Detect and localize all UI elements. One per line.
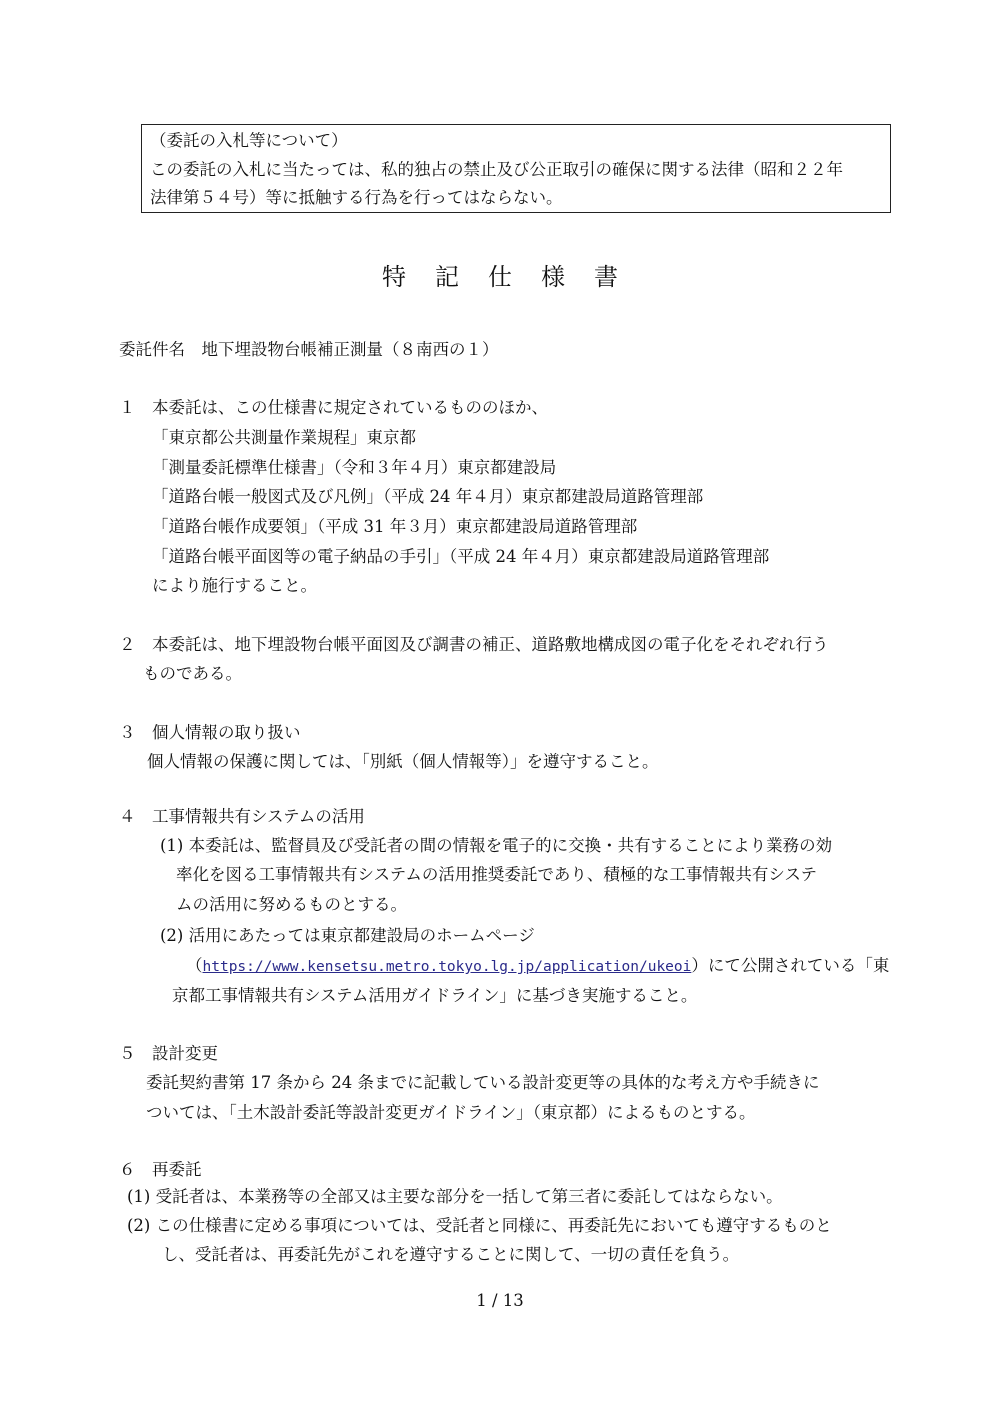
s4-p2-open-paren: （ (186, 956, 203, 975)
s1-ref-4: 「道路台帳作成要領」（平成 31 年３月）東京都建設局道路管理部 (152, 517, 638, 536)
notice-line-1: この委託の入札に当たっては、私的独占の禁止及び公正取引の確保に関する法律（昭和２２年 (150, 160, 843, 179)
s4-p1-line-2: 率化を図る工事情報共有システムの活用推奨委託であり、積極的な工事情報共有システ (176, 865, 818, 884)
s4-p2-line-2 (186, 955, 889, 978)
page-title: 特記仕様書 (382, 263, 647, 291)
s1-lead: １ 本委託は、この仕様書に規定されているもののほか、 (119, 398, 548, 417)
s4-p2-line-3: 京都工事情報共有システム活用ガイドライン」に基づき実施すること。 (172, 986, 698, 1005)
s4-p2-after-link: ）にて公開されている「東 (691, 956, 890, 975)
s5-line-1: 委託契約書第 17 条から 24 条までに記載している設計変更等の具体的な考え方や手続きに (146, 1073, 820, 1092)
s4-heading: ４ 工事情報共有システムの活用 (119, 807, 365, 826)
s2-line-2: ものである。 (143, 664, 242, 683)
s6-p1: (1) 受託者は、本業務等の全部又は主要な部分を一括して第三者に委託してはならない。 (127, 1187, 783, 1206)
s5-line-2: ついては、「土木設計委託等設計変更ガイドライン」（東京都）によるものとする。 (146, 1103, 756, 1122)
page-number: 1 / 13 (476, 1291, 524, 1310)
s4-p2-line-1: (2) 活用にあたっては東京都建設局のホームページ (160, 926, 535, 945)
notice-heading: （委託の入札等について） (150, 131, 348, 150)
homepage-link[interactable]: https://www.kensetsu.metro.tokyo.lg.jp/application/ukeoi (202, 959, 692, 975)
notice-line-2: 法律第５４号）等に抵触する行為を行ってはならない。 (150, 188, 563, 207)
s3-body: 個人情報の保護に関しては、「別紙（個人情報等）」を遵守すること。 (147, 752, 659, 771)
s2-line-1: ２ 本委託は、地下埋設物台帳平面図及び調書の補正、道路敷地構成図の電子化をそれぞれ行う (119, 635, 829, 654)
s1-ref-3: 「道路台帳一般図式及び凡例」（平成 24 年４月）東京都建設局道路管理部 (152, 487, 704, 506)
s1-tail: により施行すること。 (152, 576, 317, 595)
s3-heading: ３ 個人情報の取り扱い (119, 723, 301, 742)
s1-ref-5: 「道路台帳平面図等の電子納品の手引」（平成 24 年４月）東京都建設局道路管理部 (152, 547, 770, 566)
s6-heading: ６ 再委託 (119, 1160, 202, 1179)
s4-p1-line-3: ムの活用に努めるものとする。 (176, 895, 407, 914)
notice-box (141, 124, 891, 213)
s6-p2-line-1: (2) この仕様書に定める事項については、受託者と同様に、再委託先においても遵守するものと (127, 1216, 832, 1235)
s4-p1-line-1: (1) 本委託は、監督員及び受託者の間の情報を電子的に交換・共有することにより業務の効 (160, 836, 833, 855)
s1-ref-1: 「東京都公共測量作業規程」東京都 (152, 428, 416, 447)
s1-ref-2: 「測量委託標準仕様書」（令和３年４月）東京都建設局 (152, 458, 557, 477)
subject-line: 委託件名 地下埋設物台帳補正測量（８南西の１） (119, 340, 499, 359)
s6-p2-line-2: し、受託者は、再委託先がこれを遵守することに関して、一切の責任を負う。 (162, 1245, 740, 1264)
s5-heading: ５ 設計変更 (119, 1044, 218, 1063)
